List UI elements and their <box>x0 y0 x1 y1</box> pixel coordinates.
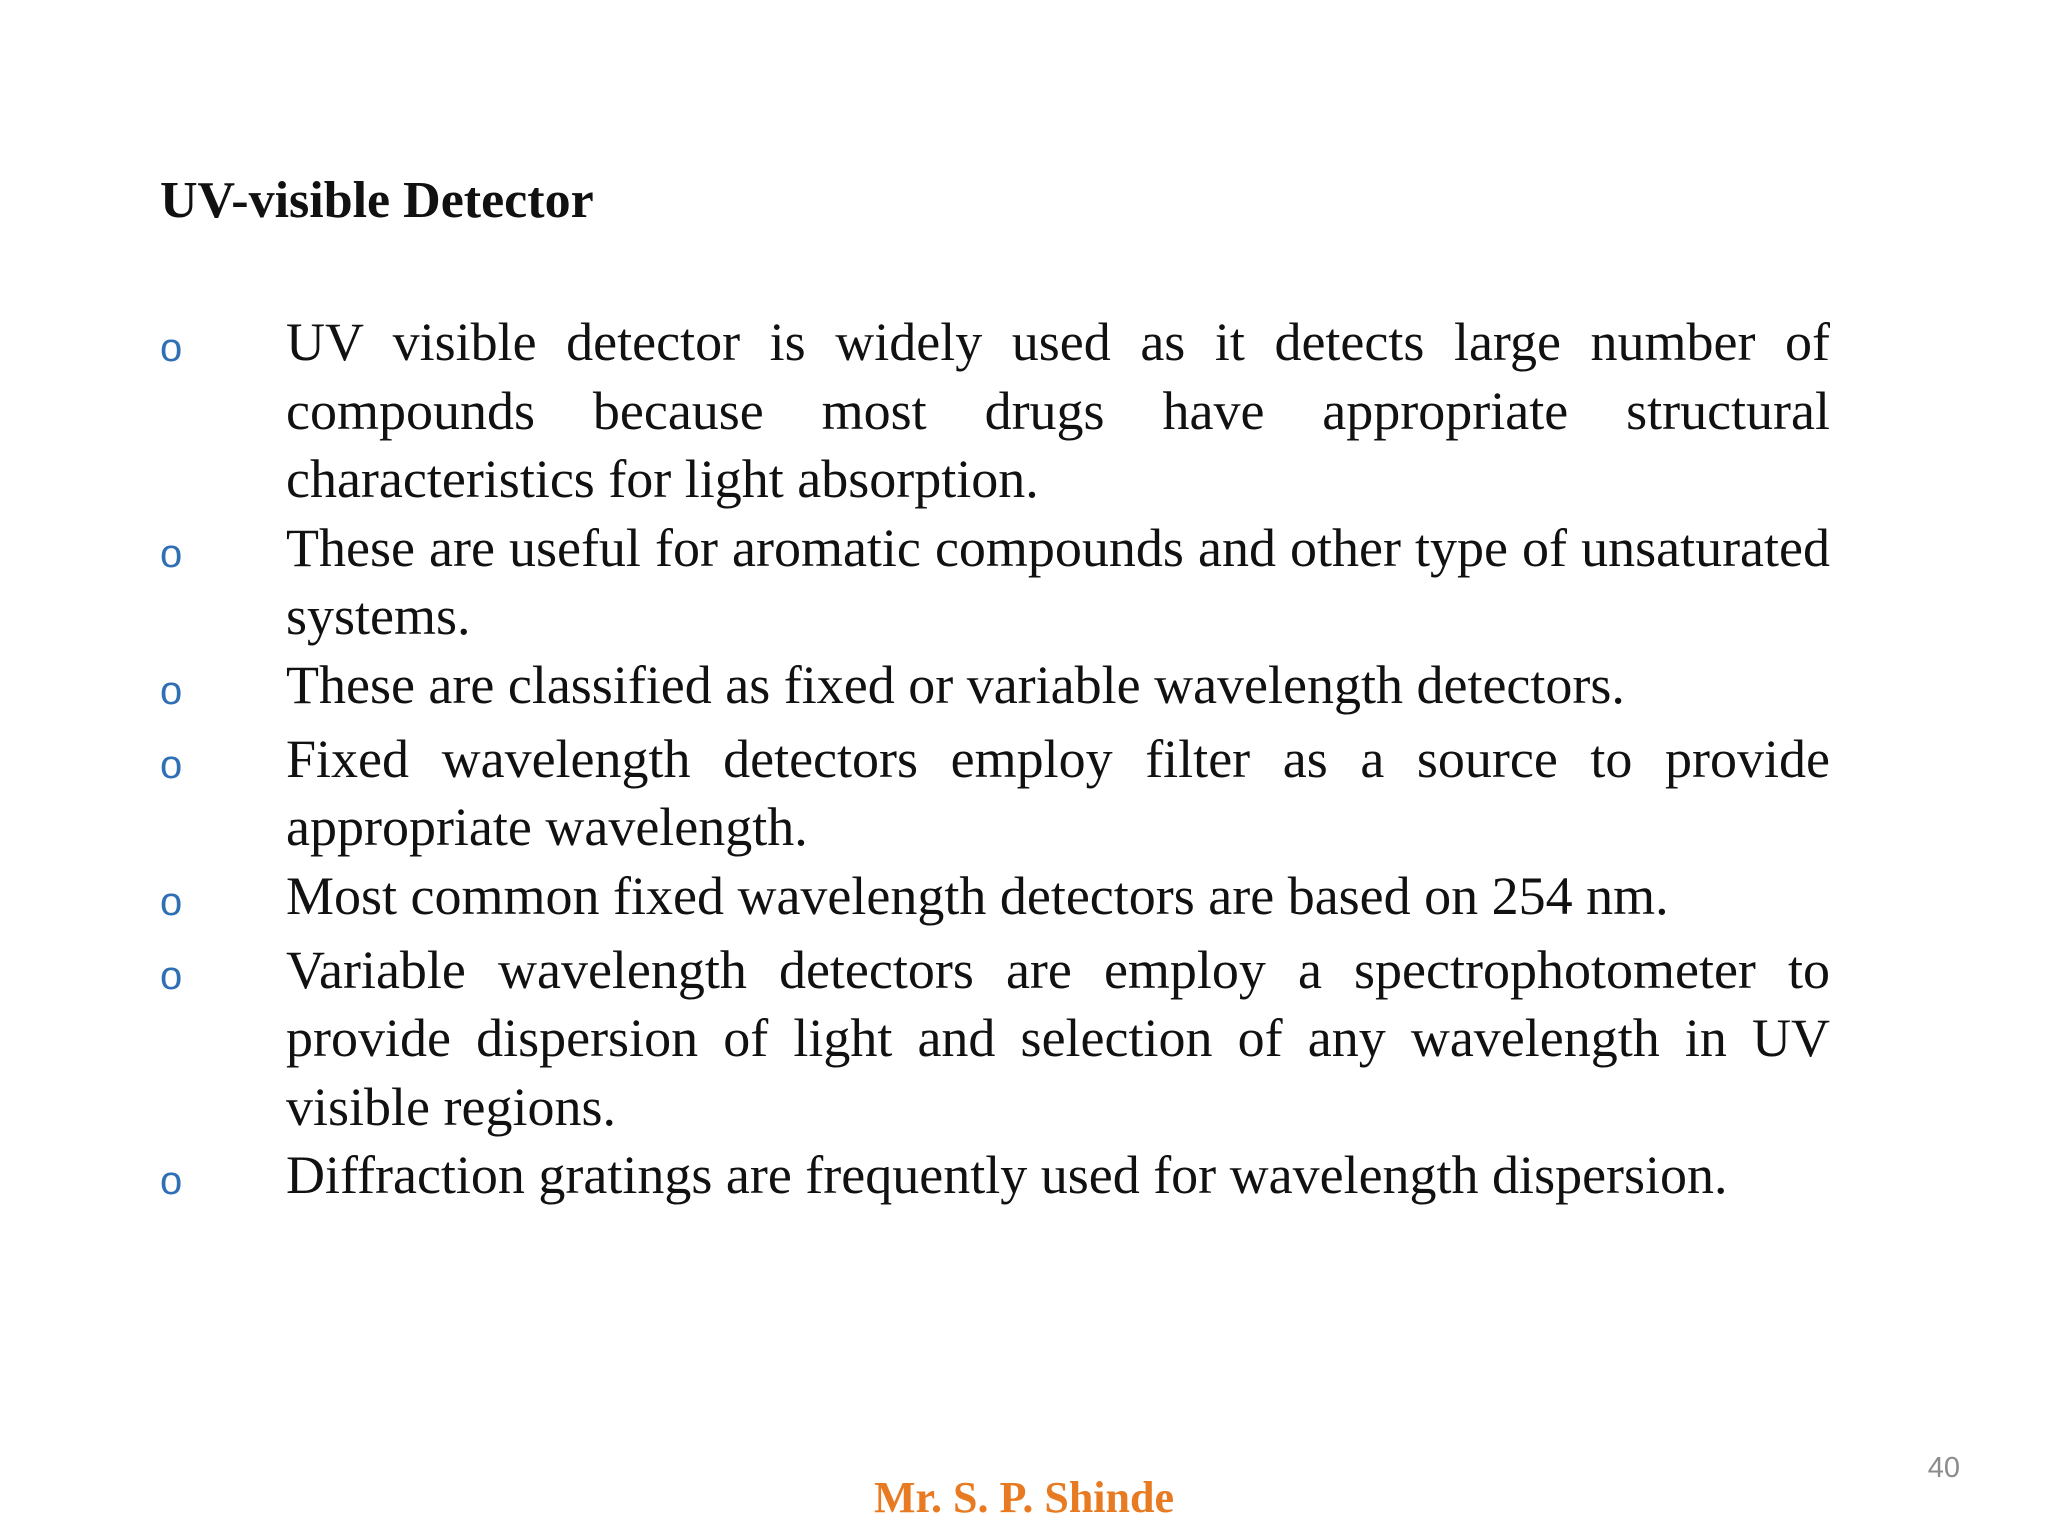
bullet-item <box>160 725 1830 862</box>
bullet-item <box>160 936 1830 1142</box>
bullet-item <box>160 514 1830 651</box>
bullet-item <box>160 862 1830 936</box>
bullet-marker-icon: o <box>160 879 183 924</box>
bullet-marker-icon: o <box>160 1159 183 1203</box>
bullet-text: UV visible detector is widely used as it detects large number of compounds because most drugs have appropriate structural characteristics for light absorption. <box>286 312 1830 509</box>
bullet-marker-icon: o <box>160 326 183 370</box>
bullet-marker-icon: o <box>160 668 183 713</box>
bullet-text: Fixed wavelength detectors employ filter as a source to provide appropriate wavelength. <box>286 728 1830 857</box>
bullet-marker-icon: o <box>160 953 183 998</box>
bullet-text: Variable wavelength detectors are employ a spectrophotometer to provide dispersion of light and selection of any wavelength in UV visible regions. <box>286 939 1830 1137</box>
bullet-text: Diffraction gratings are frequently used for wavelength dispersion. <box>286 1145 1728 1205</box>
page-number: 40 <box>1927 1452 1960 1484</box>
bullet-text: These are useful for aromatic compounds and other type of unsaturated systems. <box>286 517 1830 646</box>
bullet-item <box>160 1141 1830 1215</box>
bullet-list <box>160 308 1830 1215</box>
slide-title: UV-visible Detector <box>160 172 594 229</box>
footer-author: Mr. S. P. Shinde <box>874 1473 1174 1522</box>
bullet-marker-icon: o <box>160 742 183 787</box>
bullet-item <box>160 651 1830 725</box>
bullet-item <box>160 308 1830 514</box>
bullet-text: These are classified as fixed or variable wavelength detectors. <box>286 654 1625 715</box>
bullet-text: Most common fixed wavelength detectors are based on 254 nm. <box>286 865 1669 926</box>
bullet-marker-icon: o <box>160 531 183 576</box>
